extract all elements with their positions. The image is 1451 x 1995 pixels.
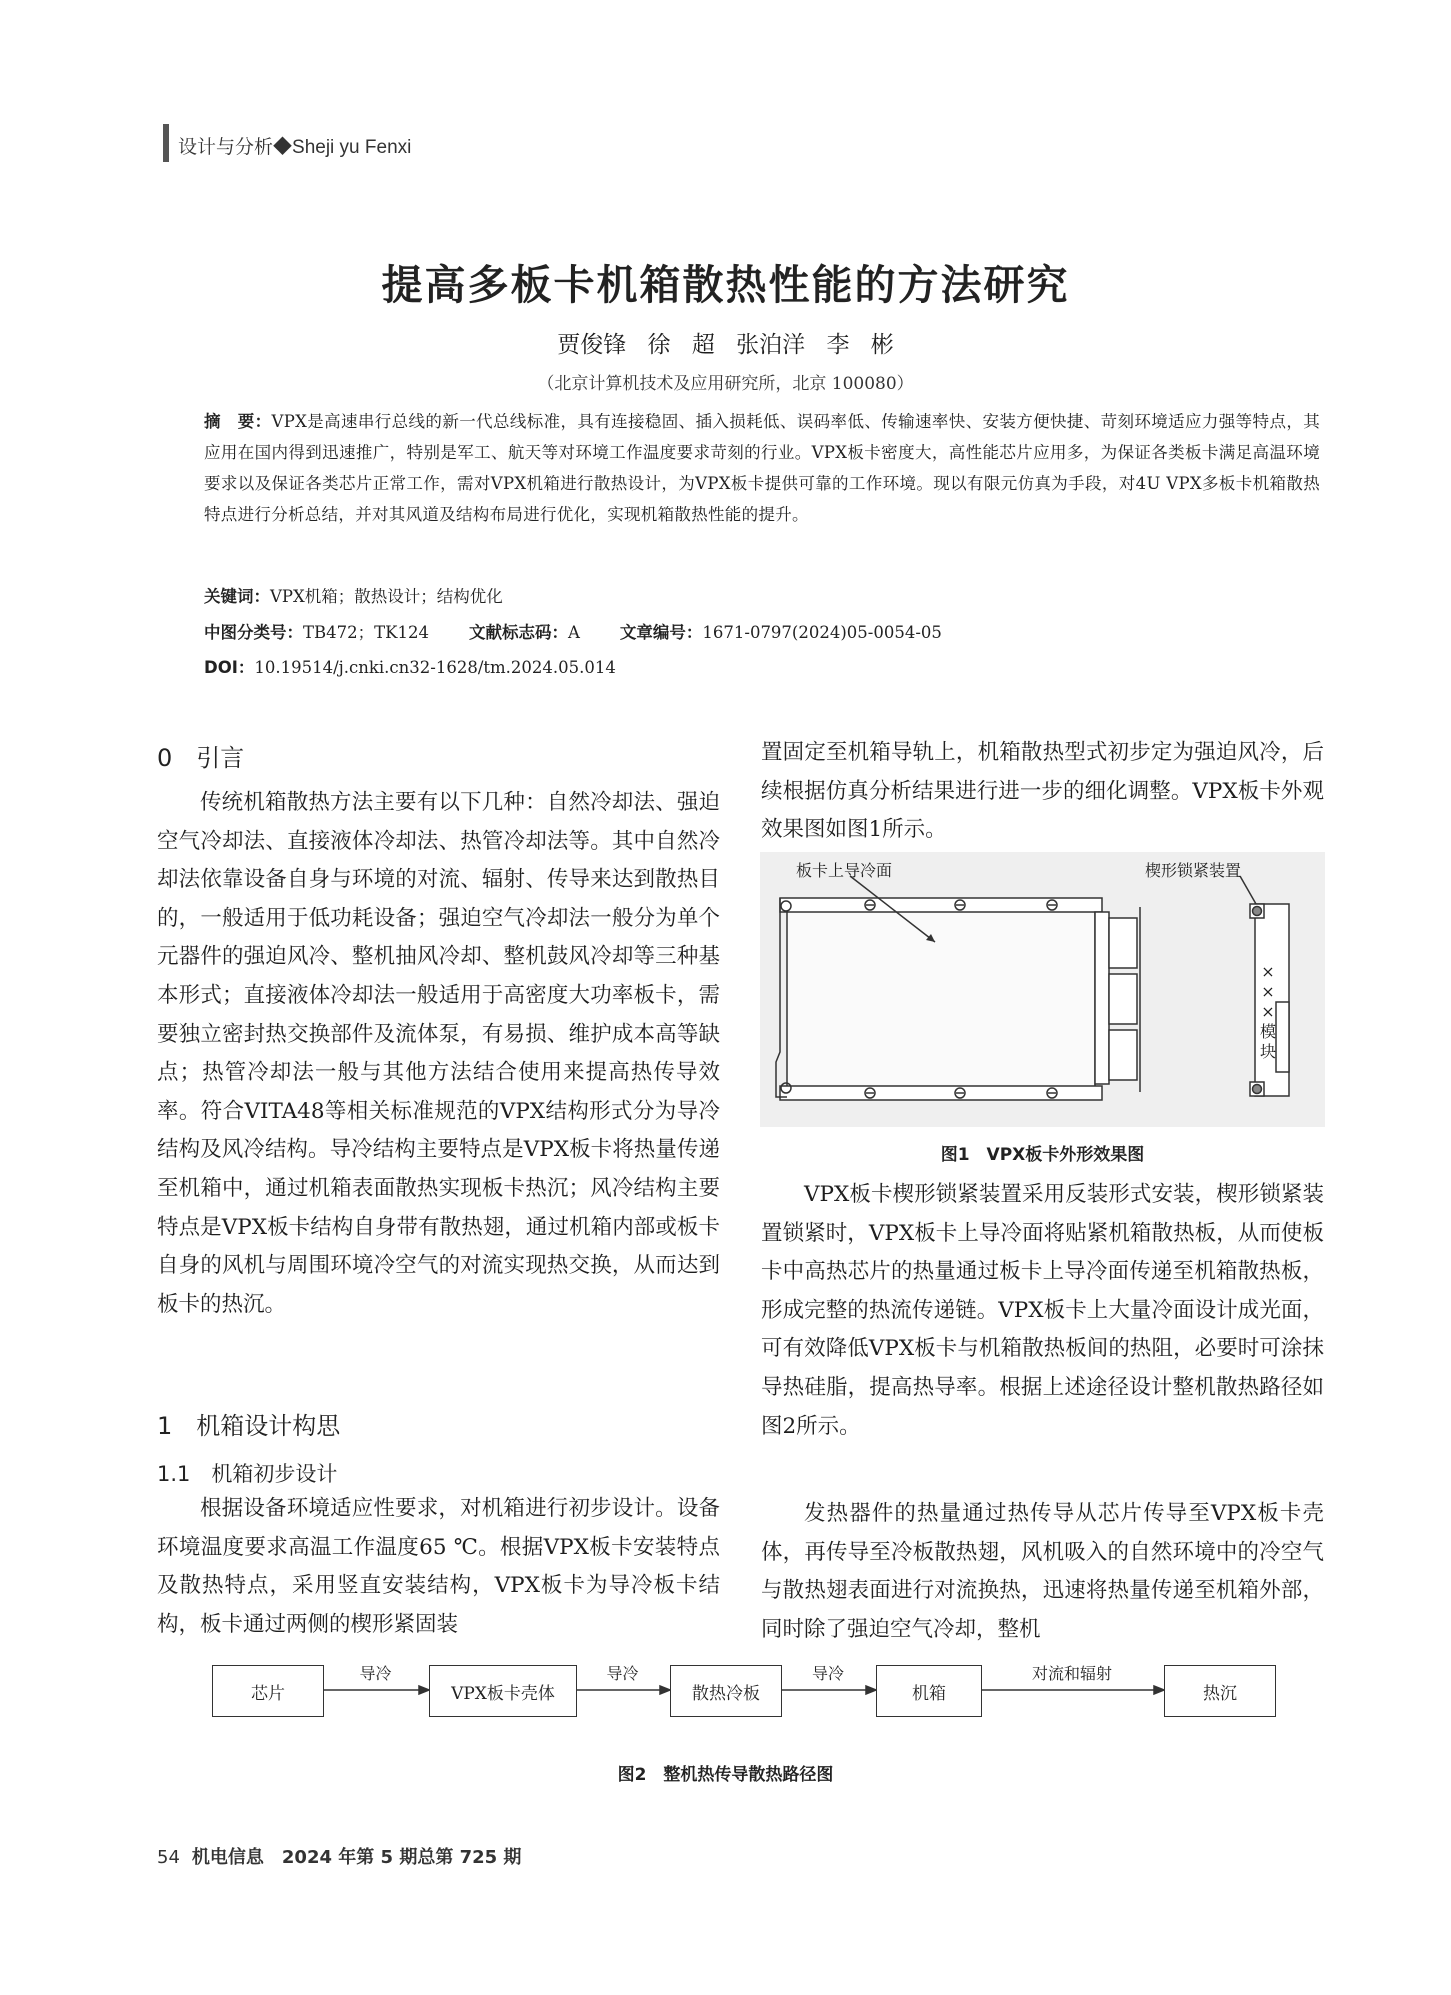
running-header [178, 132, 411, 159]
keywords [204, 581, 503, 612]
flow-edge-label-3: 导冷 [811, 1664, 844, 1683]
page-footer [157, 1843, 521, 1869]
doi [204, 652, 616, 683]
authors: 贾俊锋 徐 超 张泊洋 李 彬 [557, 332, 894, 358]
affiliation: （北京计算机技术及应用研究所，北京 100080） [537, 374, 914, 394]
figure-1-caption: 图1 VPX板卡外形效果图 [940, 1145, 1145, 1165]
keywords-label: 关键词： [204, 587, 270, 606]
section-heading-0: 0 引言 [157, 744, 245, 772]
figure-1-label-cold-face: 板卡上导冷面 [796, 861, 893, 880]
heat-path-paragraph: 发热器件的热量通过热传导从芯片传导至VPX板卡壳体，再传导至冷板散热翅，风机吸入的自然环境中的冷空气与散热翅表面进行对流换热，迅速将热量传递至机箱外部，同时除了强迫空气冷却，整机 [761, 1501, 1324, 1642]
clc-value: TB472；TK124 [303, 623, 429, 642]
figure-1-module-label: ×××模块 [1259, 962, 1276, 1061]
page-number: 54 [157, 1847, 180, 1868]
article-no-value: 1671-0797(2024)05-0054-05 [702, 623, 942, 642]
flow-node-chassis: 机箱 [876, 1665, 982, 1717]
keywords-text: VPX机箱；散热设计；结构优化 [270, 587, 503, 606]
doc-code-label: 文献标志码： [468, 623, 568, 642]
doc-code-value: A [567, 623, 580, 642]
header-bar [163, 124, 169, 162]
design-paragraph: 根据设备环境适应性要求，对机箱进行初步设计。设备环境温度要求高温工作温度65 ℃。根据VPX板卡安装特点及散热特点，采用竖直安装结构，VPX板卡为导冷板卡结构，板卡通过两侧的楔形紧固装 [157, 1496, 720, 1637]
header-section: 设计与分析 [178, 137, 274, 158]
flow-edge-label-2: 导冷 [606, 1664, 639, 1683]
paper-title: 提高多板卡机箱散热性能的方法研究 [381, 261, 1070, 309]
figure-1-image [760, 852, 1325, 1127]
classification [204, 617, 942, 648]
doi-value: 10.19514/j.cnki.cn32-1628/tm.2024.05.014 [254, 658, 616, 677]
flow-node-heat-sink: 热沉 [1164, 1665, 1276, 1717]
clc-label: 中图分类号： [204, 623, 303, 642]
wedge-lock-paragraph: VPX板卡楔形锁紧装置采用反装形式安装，楔形锁紧装置锁紧时，VPX板卡上导冷面将贴紧机箱散热板，从而使板卡中高热芯片的热量通过板卡上导冷面传递至机箱散热板，形成完整的热流传递链。VPX板卡上大量冷面设计成光面，可有效降低VPX板卡与机箱散热板间的热阻，必要时可涂抹导热硅脂，提高热导率。根据上述途径设计整机散热路径如图2所示。 [761, 1182, 1324, 1439]
figure-2-diagram [200, 1655, 1280, 1745]
figure-2-caption: 图2 整机热传导散热路径图 [617, 1765, 834, 1785]
article-no-label: 文章编号： [619, 623, 703, 642]
section-heading-1-1: 1.1 机箱初步设计 [157, 1462, 338, 1486]
right-paragraph-continued: 置固定至机箱导轨上，机箱散热型式初步定为强迫风冷，后续根据仿真分析结果进行进一步的细化调整。VPX板卡外观效果图如图1所示。 [761, 740, 1324, 843]
flow-edge-label-1: 导冷 [359, 1664, 392, 1683]
abstract [204, 406, 1320, 530]
vpx-board-drawing [760, 852, 1325, 1127]
flow-node-board-shell: VPX板卡壳体 [429, 1665, 577, 1717]
abstract-text: VPX是高速串行总线的新一代总线标准，具有连接稳固、插入损耗低、误码率低、传输速率快、安装方便快捷、苛刻环境适应力强等特点，其应用在国内得到迅速推广，特别是军工、航天等对环境工作温度要求苛刻的行业。VPX板卡密度大，高性能芯片应用多，为保证各类板卡满足高温环境要求以及保证各类芯片正常工作，需对VPX机箱进行散热设计，为VPX板卡提供可靠的工作环境。现以有限元仿真为手段，对4U VPX多板卡机箱散热特点进行分析总结，并对其风道及结构布局进行优化，实现机箱散热性能的提升。 [204, 412, 1320, 524]
abstract-label: 摘 要： [204, 412, 272, 431]
flow-node-cold-plate: 散热冷板 [670, 1665, 782, 1717]
section-heading-1: 1 机箱设计构思 [157, 1412, 341, 1440]
header-pinyin: Sheji yu Fenxi [292, 137, 412, 158]
doi-label: DOI： [204, 658, 255, 677]
flow-node-chip: 芯片 [212, 1665, 324, 1717]
flow-edge-label-4: 对流和辐射 [1031, 1664, 1112, 1683]
journal-info: 机电信息 2024 年第 5 期总第 725 期 [191, 1847, 522, 1868]
figure-1-label-wedge-lock: 楔形锁紧装置 [1145, 861, 1242, 880]
diamond-icon: ◆ [273, 137, 293, 158]
intro-paragraph: 传统机箱散热方法主要有以下几种：自然冷却法、强迫空气冷却法、直接液体冷却法、热管冷却法等。其中自然冷却法依靠设备自身与环境的对流、辐射、传导来达到散热目的，一般适用于低功耗设备；强迫空气冷却法一般分为单个元器件的强迫风冷、整机抽风冷却、整机鼓风冷却等三种基本形式；直接液体冷却法一般适用于高密度大功率板卡，需要独立密封热交换部件及流体泵，有易损、维护成本高等缺点；热管冷却法一般与其他方法结合使用来提高热传导效率。符合VITA48等相关标准规范的VPX结构形式分为导冷结构及风冷结构。导冷结构主要特点是VPX板卡将热量传递至机箱中，通过机箱表面散热实现板卡热沉；风冷结构主要特点是VPX板卡结构自身带有散热翅，通过机箱内部或板卡自身的风机与周围环境冷空气的对流实现热交换，从而达到板卡的热沉。 [157, 790, 720, 1317]
